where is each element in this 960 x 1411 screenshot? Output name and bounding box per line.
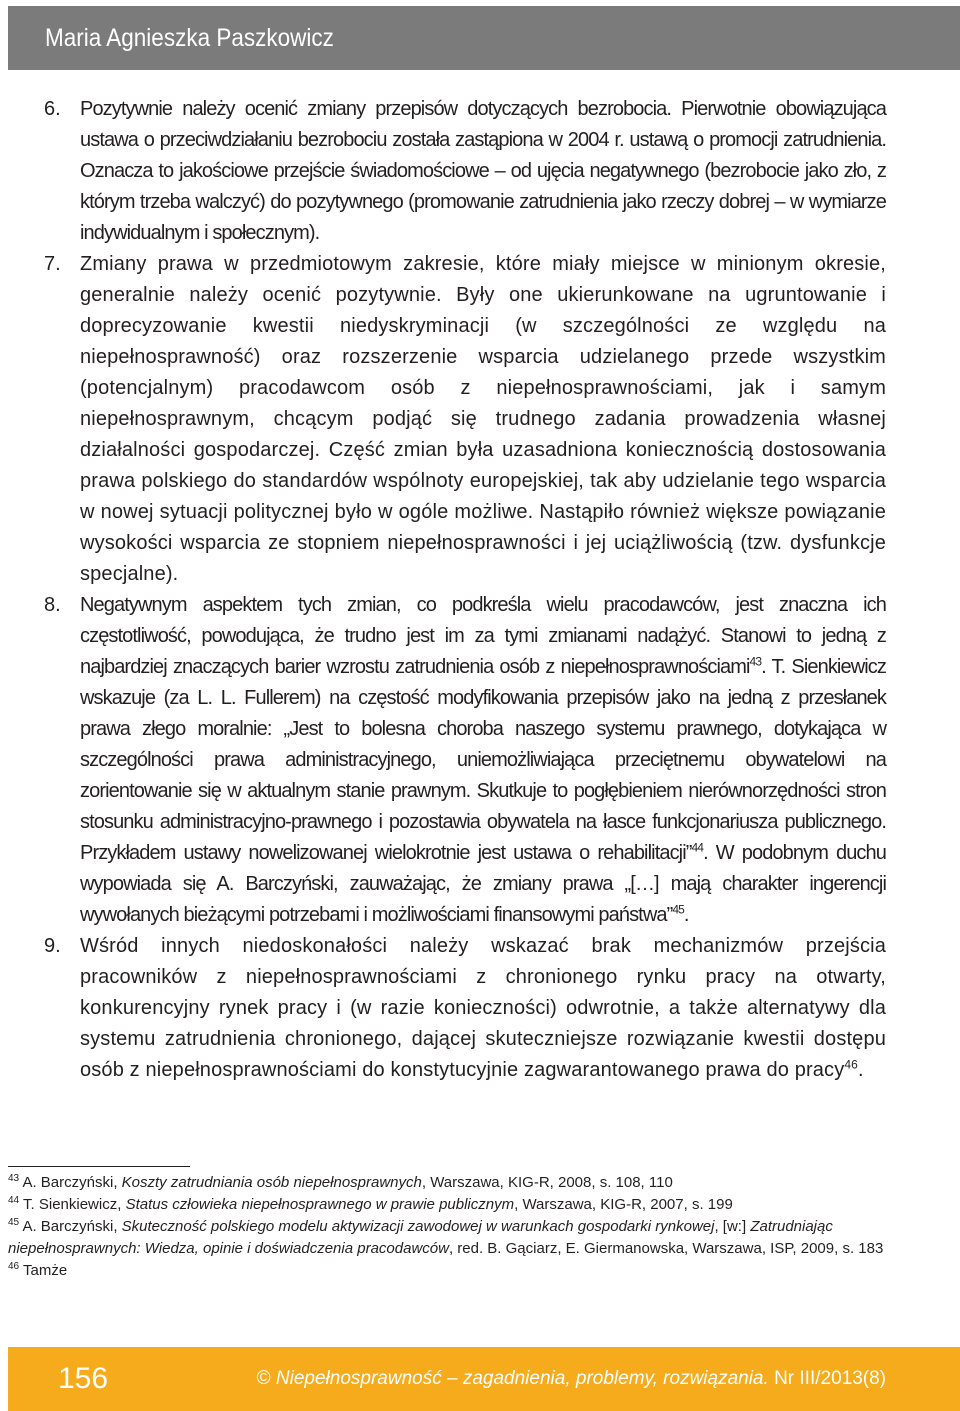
footnote-number: 44 bbox=[8, 1195, 20, 1206]
footnote-source: , red. B. Gąciarz, E. Giermanowska, Warszawa, ISP, 2009, s. 183 bbox=[448, 1240, 884, 1257]
running-header bbox=[8, 6, 960, 70]
footnote-author: A. Barczyński, bbox=[19, 1218, 122, 1235]
list-item-6 bbox=[0, 94, 960, 249]
footnote-44 bbox=[8, 1194, 886, 1216]
footnote-number: 43 bbox=[8, 1173, 20, 1184]
footnote-ref-44[interactable]: 44 bbox=[691, 840, 704, 855]
running-footer bbox=[8, 1347, 960, 1411]
list-item-7 bbox=[0, 249, 960, 590]
list-item-8 bbox=[0, 590, 960, 931]
footnote-title: Status człowieka niepełnosprawnego w prawie publicznym bbox=[125, 1196, 515, 1213]
author-name: Maria Agnieszka Paszkowicz bbox=[45, 24, 334, 52]
footnote-source: , Warszawa, KIG-R, 2007, s. 199 bbox=[514, 1196, 733, 1213]
item-number: 6. bbox=[44, 98, 61, 120]
footnote-author: T. Sienkiewicz, bbox=[19, 1196, 126, 1213]
paragraph-text: Negatywnym aspektem tych zmian, co podkreśla wielu pracodawców, jest znaczna ich częstotliwość, powodująca, że trudno jest im za tymi zmianami nadążyć. Stanowi to jedną z najbardziej znaczących barier wzrostu zatrudnienia osób z niepełnosprawnościami bbox=[80, 594, 886, 678]
paragraph-text: . T. Sienkiewicz wskazuje (za L. L. Fullerem) na częstość modyfikowania przepisów jako na jedną z przesłanek prawa złego moralnie: „Jest to bolesna choroba naszego systemu prawnego, dotykająca w szczególności prawa administracyjnego, uniemożliwiająca przeciętnemu obywatelowi na zorientowanie się w aktualnym stanie prawnym. Skutkuje to pogłębieniem nierównorzędności stron stosunku administracyjno-prawnego i pozostawia obywatela na łasce funkcjonariusza publicznego. Przykładem ustawy nowelizowanej wielokrotnie jest ustawa o rehabilitacji” bbox=[80, 656, 886, 864]
item-paragraph bbox=[80, 94, 886, 249]
copyright-icon: © bbox=[256, 1368, 271, 1389]
item-number: 8. bbox=[44, 594, 61, 616]
numbered-list bbox=[0, 94, 960, 1086]
paragraph-text: Zmiany prawa w przedmiotowym zakresie, które miały miejsce w minionym okresie, generalnie należy ocenić pozytywnie. Były one ukierunkowane na ugruntowanie i doprecyzowanie kwestii niedyskryminacji (w szczególności ze względu na niepełnosprawność) oraz rozszerzenie wsparcia udzielanego przede wszystkim (potencjalnym) pracodawcom osób z niepełnosprawnościami, jak i samym niepełnosprawnym, chcącym podjąć się trudnego zadania prowadzenia własnej działalności gospodarczej. Część zmian była uzasadniona koniecznością dostosowania prawa polskiego do standardów wspólnoty europejskiej, tak aby udzielanie tego wsparcia w nowej sytuacji politycznej było w ogóle możliwe. Nastąpiło również większe powiązanie wysokości wsparcia ze stopniem niepełnosprawności i jej uciążliwością (tzw. dysfunkcje specjalne). bbox=[80, 253, 886, 585]
footnote-title: Koszty zatrudniania osób niepełnosprawnych bbox=[121, 1174, 422, 1191]
item-number: 9. bbox=[44, 935, 61, 957]
item-number: 7. bbox=[44, 253, 61, 275]
footnote-ref-45[interactable]: 45 bbox=[672, 902, 684, 917]
footnotes bbox=[8, 1172, 886, 1282]
paragraph-text: Wśród innych niedoskonałości należy wskazać brak mechanizmów przejścia pracowników z niepełnosprawnościami z chronionego rynku pracy na otwarty, konkurencyjny rynek pracy i (w razie konieczności) odwrotnie, a także alternatywy dla systemu zatrudnienia chronionego, dającej skuteczniejsze rozwiązanie kwestii dostępu osób z niepełnosprawnościami do konstytucyjnie zagwarantowanego prawa do pracy bbox=[80, 935, 886, 1081]
footnote-43 bbox=[8, 1172, 886, 1194]
footnote-46 bbox=[8, 1260, 886, 1282]
footnote-book-title: Zatrudniając niepełnosprawnych: Wiedza, opinie i doświadczenia pracodawców bbox=[8, 1218, 833, 1257]
journal-title bbox=[257, 1367, 886, 1391]
footnote-divider bbox=[8, 1166, 190, 1167]
footnote-number: 45 bbox=[8, 1217, 20, 1228]
footnote-in: , [w:] bbox=[714, 1218, 751, 1235]
footnote-source: , Warszawa, KIG-R, 2008, s. 108, 110 bbox=[421, 1174, 673, 1191]
item-paragraph bbox=[80, 931, 886, 1086]
item-paragraph bbox=[80, 249, 886, 590]
footnote-ref-43[interactable]: 43 bbox=[749, 654, 762, 669]
paragraph-text: . W podobnym duchu wypowiada się A. Barczyński, zauważając, że zmiany prawa „[…] mają charakter ingerencji wywołanych bieżącymi potrzebami i możliwościami finansowymi państwa” bbox=[80, 842, 886, 926]
item-paragraph bbox=[80, 590, 886, 931]
journal-issue: Nr III/2013(8) bbox=[774, 1368, 886, 1389]
journal-name: Niepełnosprawność – zagadnienia, problemy, rozwiązania. bbox=[275, 1368, 769, 1389]
footnote-number: 46 bbox=[8, 1261, 20, 1272]
paragraph-text: . bbox=[683, 904, 689, 926]
footnote-45 bbox=[8, 1216, 886, 1260]
footnote-author: Tamże bbox=[19, 1262, 68, 1279]
footnote-author: A. Barczyński, bbox=[19, 1174, 122, 1191]
list-item-9 bbox=[0, 931, 960, 1086]
footnote-ref-46[interactable]: 46 bbox=[844, 1057, 859, 1072]
footnote-title: Skuteczność polskiego modelu aktywizacji zawodowej w warunkach gospodarki rynkowej bbox=[121, 1218, 715, 1235]
paragraph-text: Pozytywnie należy ocenić zmiany przepisów dotyczących bezrobocia. Pierwotnie obowiązująca ustawa o przeciwdziałaniu bezrobociu została zastąpiona w 2004 r. ustawą o promocji zatrudnienia. Oznacza to jakościowe przejście świadomościowe – od ujęcia negatywnego (bezrobocie jako zło, z którym trzeba walczyć) do pozytywnego (promowanie zatrudnienia jako rzeczy dobrej – w wymiarze indywidualnym i społecznym). bbox=[80, 98, 886, 244]
paragraph-text: . bbox=[858, 1059, 864, 1081]
page-number: 156 bbox=[58, 1362, 109, 1395]
